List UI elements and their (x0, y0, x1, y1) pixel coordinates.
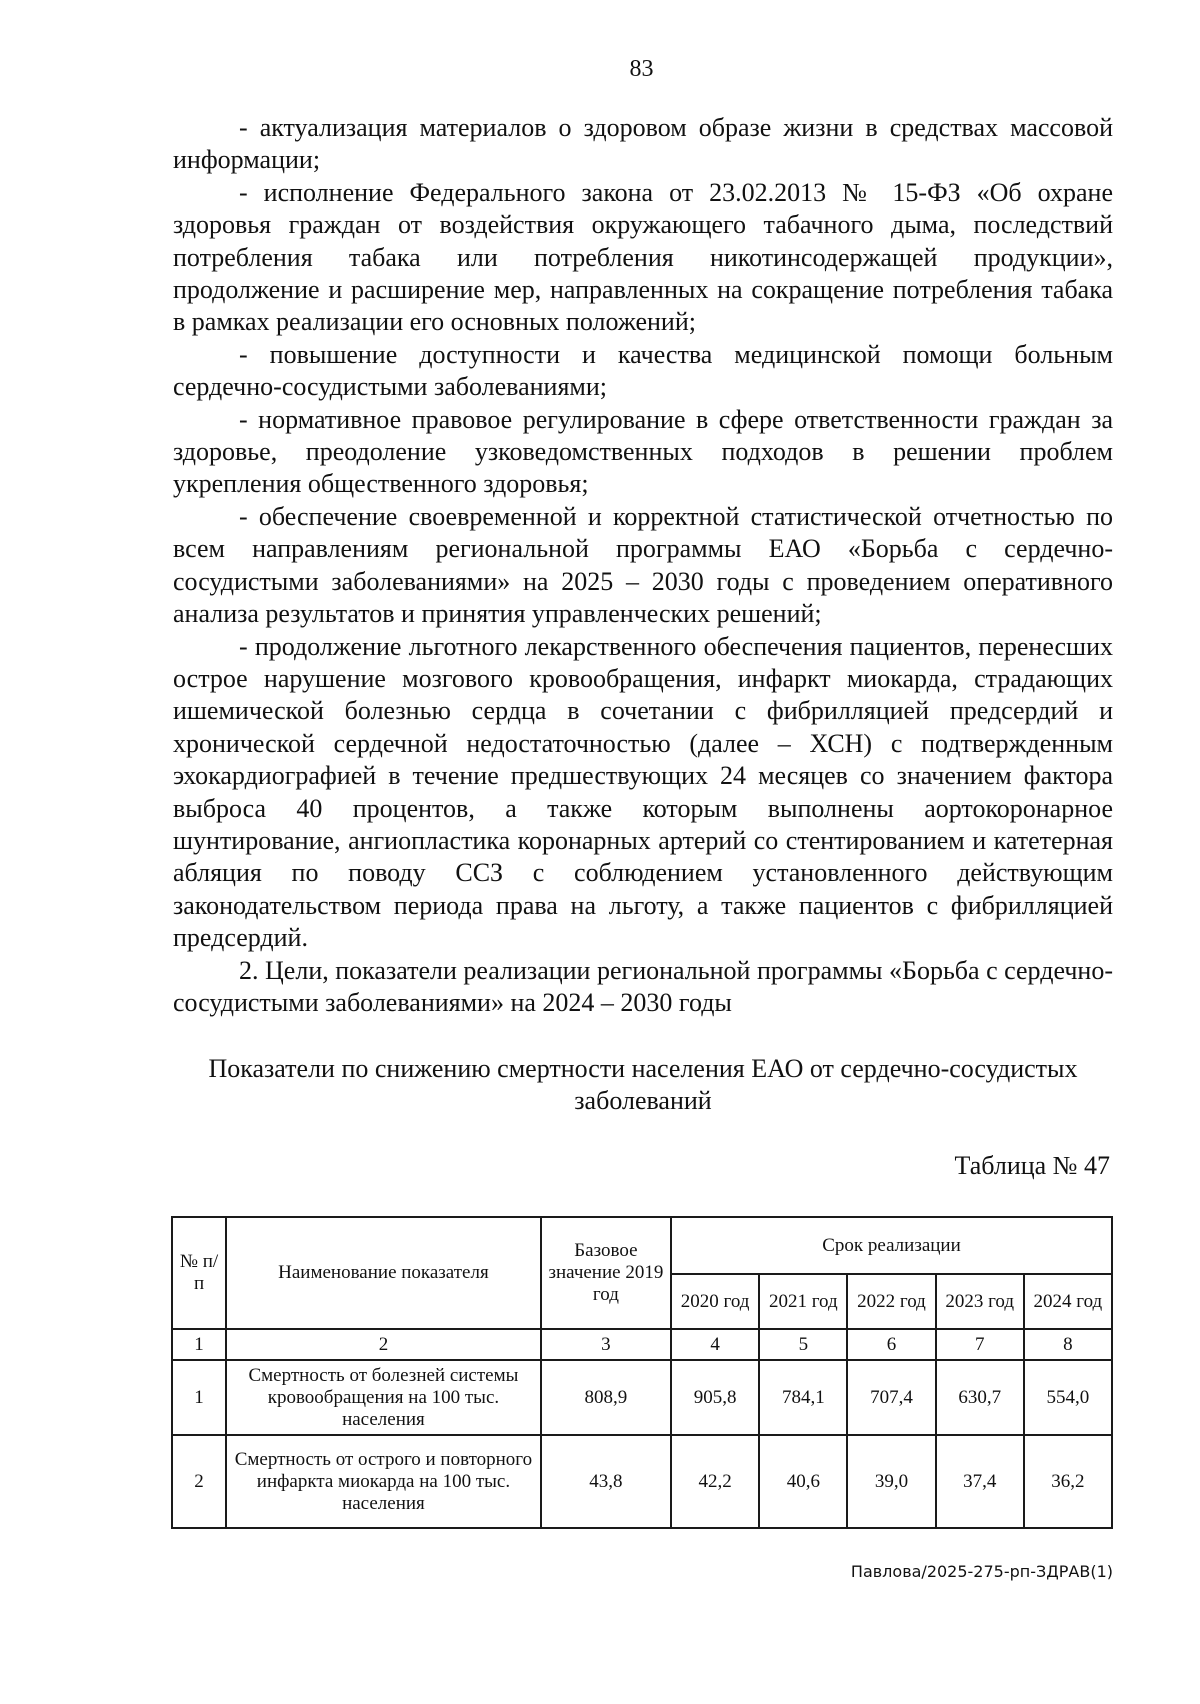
indicator-name: Смертность от болезней системы кровообращения на 100 тыс. населения (226, 1360, 541, 1435)
paragraph-drug-provision: - продолжение льготного лекарственного обеспечения пациентов, перенесших острое нарушение мозгового кровообращения, инфаркт миокарда, страдающих ишемической болезнью сердца в сочетании с фибрилляцией предсердий и хронической сердечной недостаточностью (далее – ХСН) с подтвержденным эхокардиографией в течение предшествующих 24 месяцев со значением фактора выброса 40 процентов, а также которым выполнены аортокоронарное шунтирование, ангиопластика коронарных артерий со стентированием и катетерная абляция по поводу ССЗ с соблюдением установленного действующим законодательством периода права на льготу, а также пациентов с фибрилляцией предсердий. (173, 631, 1113, 953)
column-index: 1 (172, 1329, 226, 1360)
column-index-row (172, 1329, 1112, 1360)
header-period: Срок реализации (671, 1217, 1112, 1274)
header-base: Базовое значение 2019 год (541, 1217, 671, 1329)
column-index: 5 (759, 1329, 847, 1360)
table-number: Таблица № 47 (954, 1151, 1110, 1180)
header-year: 2022 год (847, 1274, 935, 1329)
year-value: 42,2 (671, 1435, 759, 1528)
year-value: 37,4 (936, 1435, 1024, 1528)
year-value: 554,0 (1024, 1360, 1112, 1435)
body-text (173, 112, 1113, 1019)
header-row (172, 1217, 1112, 1274)
header-year: 2021 год (759, 1274, 847, 1329)
header-year: 2023 год (936, 1274, 1024, 1329)
row-number: 2 (172, 1435, 226, 1528)
section-heading: 2. Цели, показатели реализации региональной программы «Борьба с сердечно-сосудистыми заболеваниями» на 2024 – 2030 годы (173, 955, 1113, 1017)
paragraph-statistics: - обеспечение своевременной и корректной статистической отчетностью по всем направлениям региональной программы ЕАО «Борьба с сердечно-сосудистыми заболеваниями» на 2025 – 2030 годы с проведением оперативного анализа результатов и принятия управленческих решений; (173, 501, 1113, 629)
base-value: 808,9 (541, 1360, 671, 1435)
column-index: 2 (226, 1329, 541, 1360)
column-index: 7 (936, 1329, 1024, 1360)
base-value: 43,8 (541, 1435, 671, 1528)
document-code: Павлова/2025-275-рп-ЗДРАВ(1) (850, 1562, 1113, 1581)
table-heading: Показатели по снижению смертности населения ЕАО от сердечно-сосудистых заболеваний (208, 1054, 1078, 1115)
column-index: 3 (541, 1329, 671, 1360)
column-index: 4 (671, 1329, 759, 1360)
paragraph-mass-media: - актуализация материалов о здоровом образе жизни в средствах массовой информации; (173, 113, 1113, 175)
paragraph-regulation: - нормативное правовое регулирование в сфере ответственности граждан за здоровье, преодоление узковедомственных подходов в решении проблем укрепления общественного здоровья; (173, 404, 1113, 499)
year-value: 905,8 (671, 1360, 759, 1435)
year-value: 39,0 (847, 1435, 935, 1528)
paragraph-tobacco-law: - исполнение Федерального закона от 23.02.2013 № 15-ФЗ «Об охране здоровья граждан от воздействия окружающего табачного дыма, последствий потребления табака или потребления никотинсодержащей продукции», продолжение и расширение мер, направленных на сокращение потребления табака в рамках реализации его основных положений; (173, 177, 1113, 337)
row-number: 1 (172, 1360, 226, 1435)
table-row (172, 1435, 1112, 1528)
year-value: 36,2 (1024, 1435, 1112, 1528)
year-value: 707,4 (847, 1360, 935, 1435)
indicators-table (171, 1216, 1113, 1529)
page-number: 83 (629, 56, 654, 82)
year-value: 630,7 (936, 1360, 1024, 1435)
indicator-name: Смертность от острого и повторного инфаркта миокарда на 100 тыс. населения (226, 1435, 541, 1528)
header-year: 2020 год (671, 1274, 759, 1329)
year-value: 784,1 (759, 1360, 847, 1435)
column-index: 6 (847, 1329, 935, 1360)
year-value: 40,6 (759, 1435, 847, 1528)
column-index: 8 (1024, 1329, 1112, 1360)
paragraph-medical-access: - повышение доступности и качества медицинской помощи больным сердечно-сосудистыми заболеваниями; (173, 339, 1113, 402)
header-year: 2024 год (1024, 1274, 1112, 1329)
header-num: № п/п (172, 1217, 226, 1329)
table-row (172, 1360, 1112, 1435)
header-name: Наименование показателя (226, 1217, 541, 1329)
